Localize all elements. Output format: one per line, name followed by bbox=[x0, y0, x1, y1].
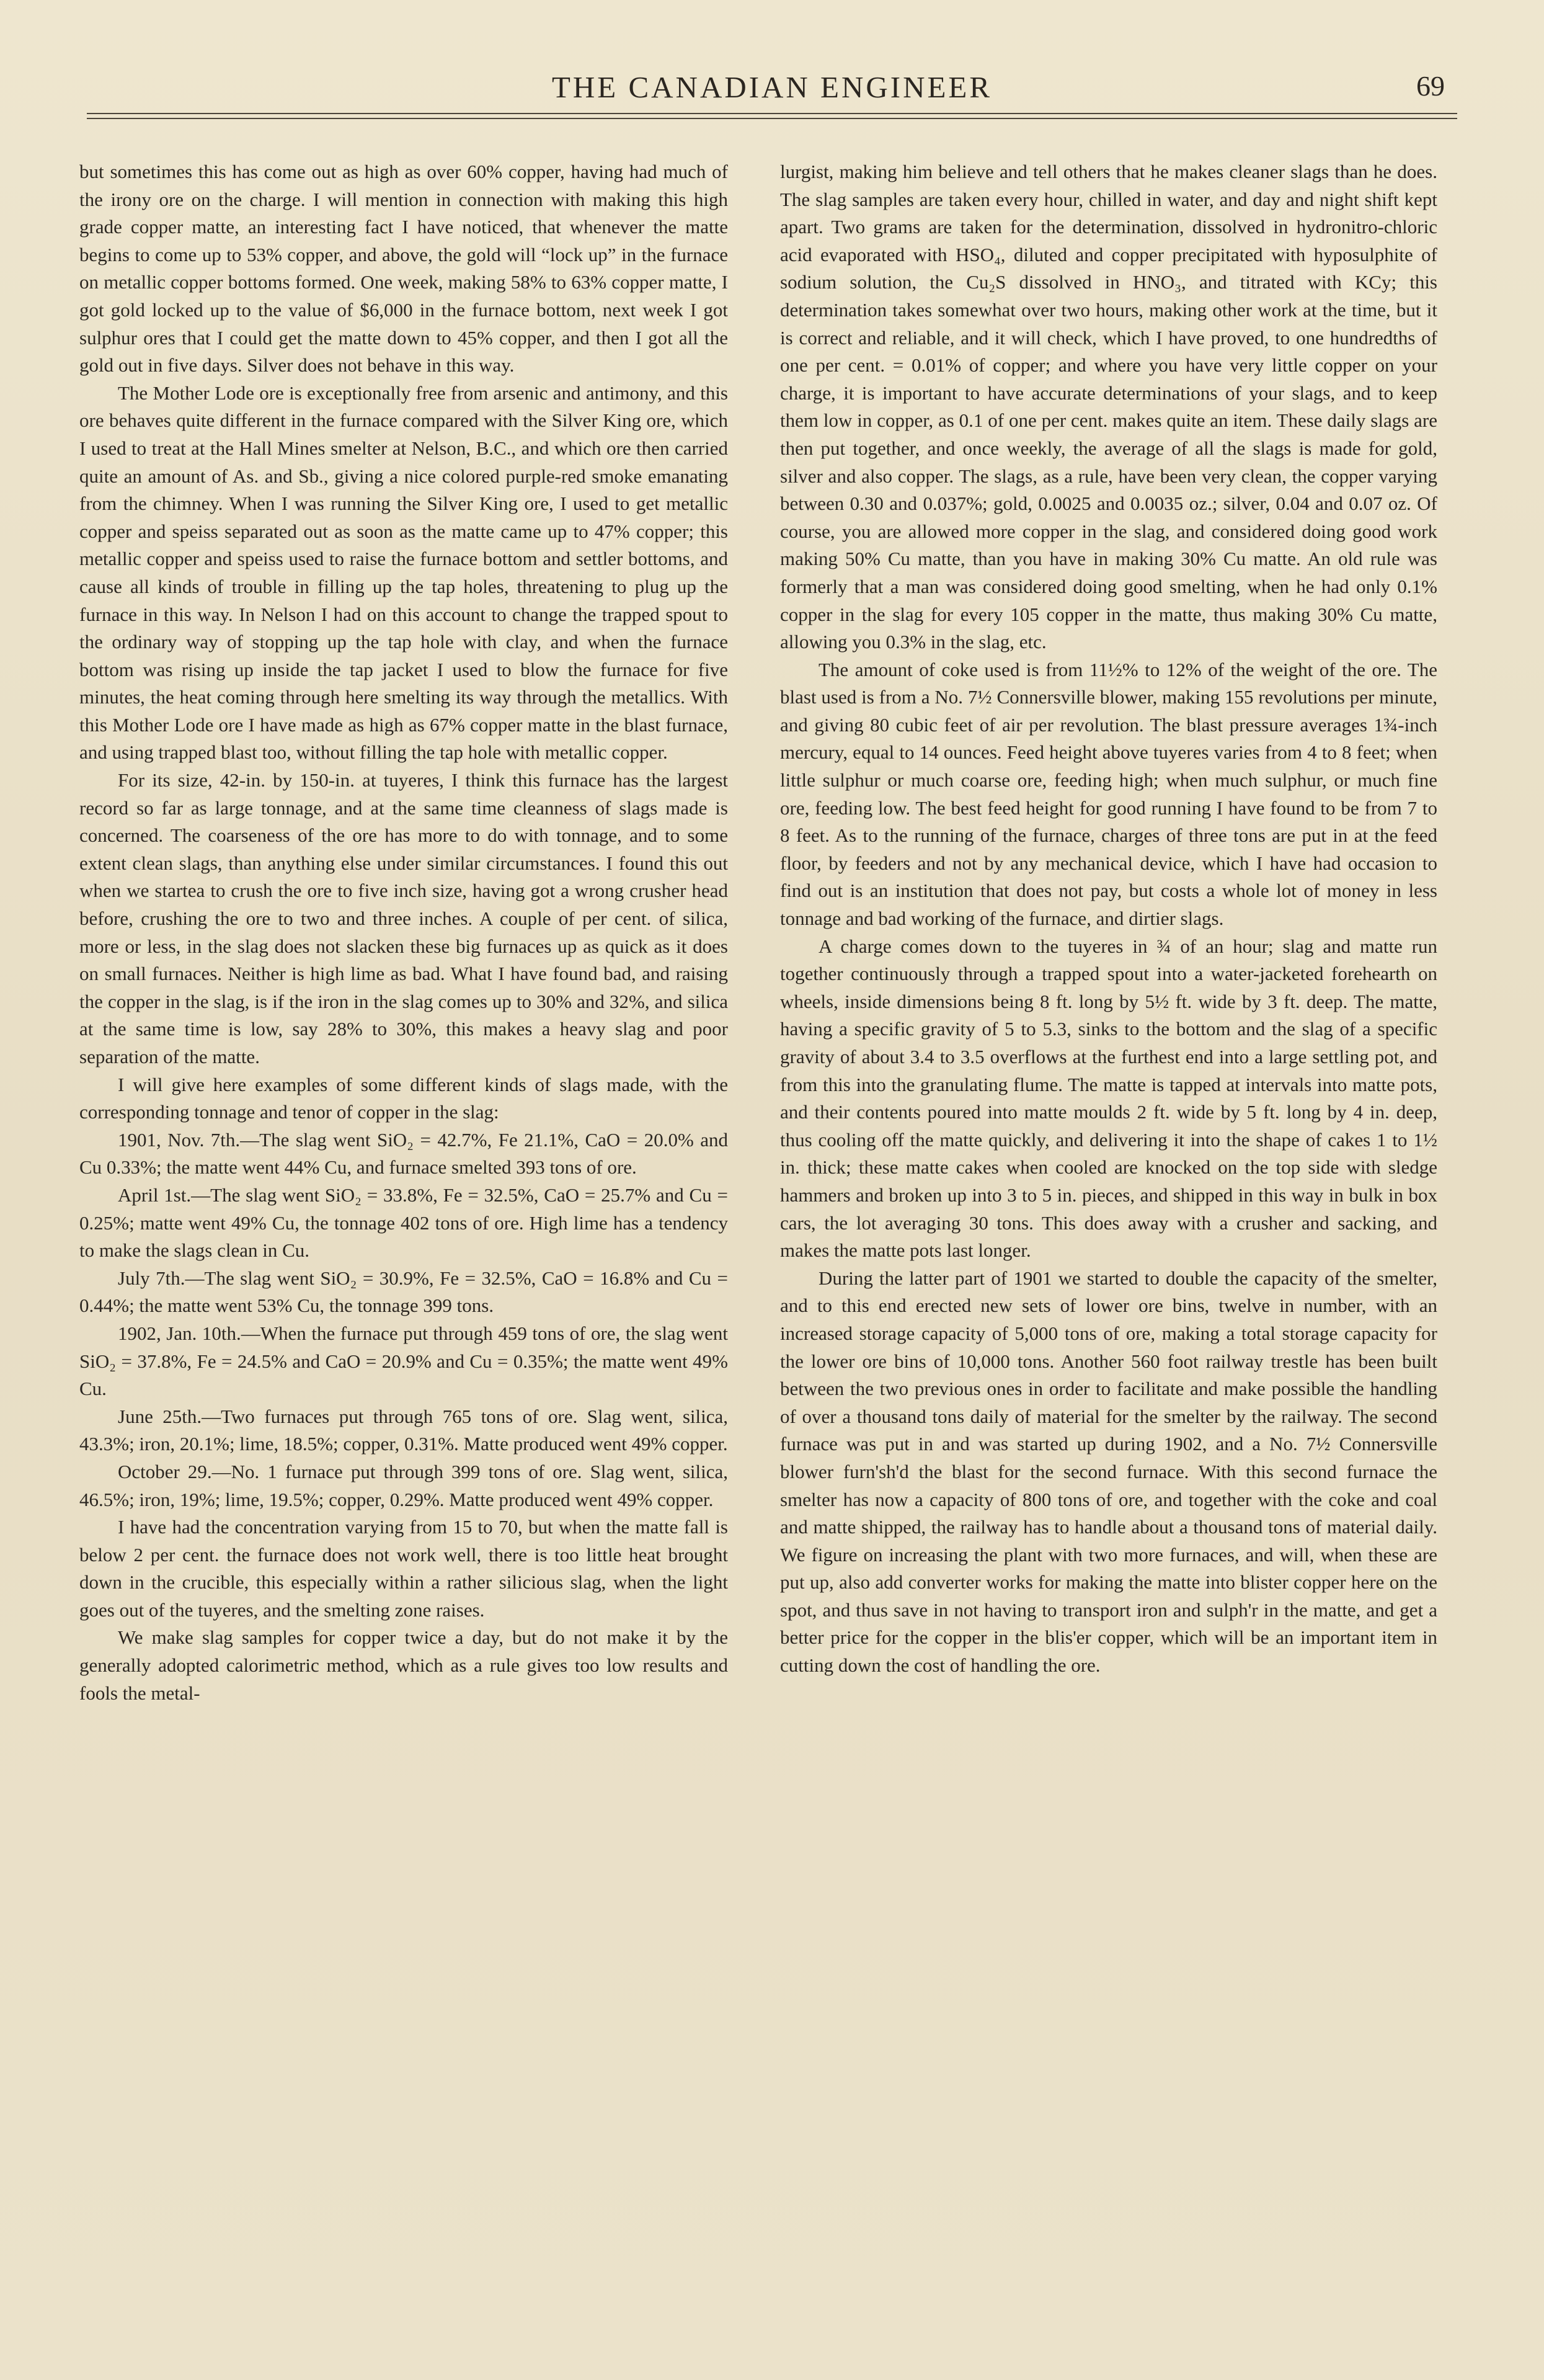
paragraph: I have had the concentration varying from 15 to 70, but when the matte fall is below 2 per cent. the furnace does not work well, there is too little heat brought down in the crucible, this especially within a rather silicious slag, when the light goes out of the tuyeres, and the smelting zone raises. bbox=[79, 1516, 728, 1621]
paragraph: 1901, Nov. 7th.—The slag went SiO₂ = 42.7%, Fe 21.1%, CaO = 20.0% and Cu 0.33%; the matte went 44% Cu, and furnace smelted 393 tons of ore. bbox=[79, 1128, 728, 1179]
paragraph: The Mother Lode ore is exceptionally free from arsenic and antimony, and this ore behaves quite different in the furnace compared with the Silver King ore, which I used to treat at the Hall Mines smelter at Nelson, B.C., and which ore then carried quite an amount of As. and Sb., giving a nice colored purple-red smoke emanating from the chimney. When I was running the Silver King ore, I used to get metallic copper and speiss separated out as soon as the matte came up to 47% copper; this metallic copper and speiss used to raise the furnace bottom and settler bottoms, and cause all kinds of trouble in filling up the tap holes, threatening to plug up the furnace in this way. In Nelson I had on this account to change the trapped spout to the ordinary way of stopping up the tap hole with clay, and when the furnace bottom was rising up inside the tap jacket I used to blow the furnace for five minutes, the heat coming through here smelting its way through the metallics. With this Mother Lode ore I have made as high as 67% copper matte in the blast furnace, and using trapped blast too, without filling the tap hole with metallic copper. bbox=[79, 381, 728, 764]
paragraph: For its size, 42-in. by 150-in. at tuyeres, I think this furnace has the largest record so far as large tonnage, and at the same time cleanness of slags made is concerned. The coarseness of the ore has more to do with tonnage, and to some extent clean slags, than anything else under similar circumstances. I found this out when we startea to crush the ore to five inch size, having got a wrong crusher head before, crushing the ore to two and three inches. A couple of per cent. of silica, more or less, in the slag does not slacken these big furnaces up as quick as it does on small furnaces. Neither is high lime as bad. What I have found bad, and raising the copper in the slag, is if the iron in the slag comes up to 30% and 32%, and silica at the same time is low, say 28% to 30%, this makes a heavy slag and poor separation of the matte. bbox=[79, 769, 728, 1067]
paragraph: During the latter part of 1901 we started to double the capacity of the smelter, and to this end erected new sets of lower ore bins, twelve in number, with an increased storage capacity of 5,000 tons of ore, making a total storage capacity for the lower ore bins of 10,000 tons. Another 560 foot railway trestle has been built between the two previous ones in order to facilitate and make possible the handling of over a thousand tons daily of material for the smelter by the railway. The second furnace was put in and was started up during 1902, and a No. 7½ Connersville blower furn'sh'd the blast for the second furnace. With this second furnace the smelter has now a capacity of 800 tons of ore, and together with the coke and coal and matte shipped, the railway has to handle about a thousand tons of material daily. We figure on increasing the plant with two more furnaces, and will, when these are put up, also add converter works for making the matte into blister copper here on the spot, and thus save in not having to transport iron and sulph'r in the matte, and get a better price for the copper in the blis'er copper, which will be an important item in cutting down the cost of handling the ore. bbox=[780, 1267, 1437, 1677]
paragraph: October 29.—No. 1 furnace put through 399 tons of ore. Slag went, silica, 46.5%; iron, 19%; lime, 19.5%; copper, 0.29%. Matte produced went 49% copper. bbox=[79, 1460, 728, 1510]
running-header bbox=[87, 69, 1457, 113]
paragraph: The amount of coke used is from 11½% to 12% of the weight of the ore. The blast used is from a No. 7½ Connersville blower, making 155 revolutions per minute, and giving 80 cubic feet of air per revolution. The blast pressure averages 1¾-inch mercury, equal to 14 ounces. Feed height above tuyeres varies from 4 to 8 feet; when little sulphur or much coarse ore, feeding high; when much sulphur, or much fine ore, feeding low. The best feed height for good running I have found to be from 7 to 8 feet. As to the running of the furnace, charges of three tons are put in at the feed floor, by feeders and not by any mechanical device, which I have had occasion to find out is an institution that does not pay, but costs a whole lot of money in less tonnage and bad working of the furnace, and dirtier slags. bbox=[780, 658, 1437, 930]
paragraph: April 1st.—The slag went SiO₂ = 33.8%, Fe = 32.5%, CaO = 25.7% and Cu = 0.25%; matte went 49% Cu, the tonnage 402 tons of ore. High lime has a tendency to make the slags clean in Cu. bbox=[79, 1183, 728, 1262]
paragraph: lurgist, making him believe and tell others that he makes cleaner slags than he does. The slag samples are taken every hour, chilled in water, and day and night shift kept apart. Two grams are taken for the determination, dissolved in hydronitro-chloric acid evaporated with HSO₄, diluted and copper precipitated with hyposulphite of sodium solution, the Cu₂S dissolved in HNO₃, and titrated with KCy; this determination takes somewhat over two hours, making other work at the time, but it is correct and reliable, and it will check, which I have proved, to one hundredths of one per cent. = 0.01% of copper; and where you have very little copper on your charge, it is important to have accurate determinations of your slags, and to keep them low in copper, as 0.1 of one per cent. makes quite an item. These daily slags are then put together, and once weekly, the average of all the slags is made for gold, silver and also copper. The slags, as a rule, have been very clean, the copper varying between 0.30 and 0.037%; gold, 0.0025 and 0.0035 oz.; silver, 0.04 and 0.07 oz. Of course, you are allowed more copper in the slag, and considered doing good work making 50% Cu matte, than you have in making 30% Cu matte. An old rule was formerly that a man was considered doing good smelting, when he had only 0.1% copper in the slag for every 105 copper in the matte, thus making 30% Cu matte, allowing you 0.3% in the slag, etc. bbox=[780, 161, 1437, 653]
left-column bbox=[79, 158, 728, 1707]
paragraph: We make slag samples for copper twice a day, but do not make it by the generally adopted calorimetric method, which as a rule gives too low results and fools the metal- bbox=[79, 1626, 728, 1704]
paragraph: A charge comes down to the tuyeres in ¾ of an hour; slag and matte run together continuously through a trapped spout into a water-jacketed forehearth on wheels, inside dimensions being 8 ft. long by 5½ ft. wide by 3 ft. deep. The matte, having a specific gravity of 5 to 5.3, sinks to the bottom and the slag of a specific gravity of about 3.4 to 3.5 overflows at the furthest end into a large settling pot, and from this into the granulating flume. The matte is tapped at intervals into matte pots, and their contents poured into matte moulds 2 ft. wide by 5 ft. long by 4 in. deep, thus cooling off the matte quickly, and delivering it into the shape of cakes 1 to 1½ in. thick; these matte cakes when cooled are knocked on the top side with sledge hammers and broken up into 3 to 5 in. pieces, and shipped in this way in bulk in box cars, the lot averaging 30 tons. This does away with a crusher and sacking, and makes the matte pots last longer. bbox=[780, 935, 1437, 1262]
header-rule-bottom bbox=[87, 118, 1457, 119]
paragraph: June 25th.—Two furnaces put through 765 tons of ore. Slag went, silica, 43.3%; iron, 20.1%; lime, 18.5%; copper, 0.31%. Matte produced went 49% copper. bbox=[79, 1405, 728, 1455]
paragraph: 1902, Jan. 10th.—When the furnace put through 459 tons of ore, the slag went SiO₂ = 37.8%, Fe = 24.5% and CaO = 20.9% and Cu = 0.35%; the matte went 49% Cu. bbox=[79, 1322, 728, 1400]
paragraph: I will give here examples of some different kinds of slags made, with the corresponding tonnage and tenor of copper in the slag: bbox=[79, 1073, 728, 1123]
paragraph: July 7th.—The slag went SiO₂ = 30.9%, Fe = 32.5%, CaO = 16.8% and Cu = 0.44%; the matte went 53% Cu, the tonnage 399 tons. bbox=[79, 1267, 728, 1317]
paragraph: but sometimes this has come out as high as over 60% copper, having had much of the irony ore on the charge. I will mention in connection with making this high grade copper matte, an interesting fact I have noticed, that whenever the matte begins to come up to 53% copper, and above, the gold will “lock up” in the furnace on metallic copper bottoms formed. One week, making 58% to 63% copper matte, I got gold locked up to the value of $6,000 in the furnace bottom, next week I got sulphur ores that I could get the matte down to 45% copper, and then I got all the gold out in five days. Silver does not behave in this way. bbox=[79, 161, 728, 377]
header-rule-top bbox=[87, 113, 1457, 114]
publication-title: THE CANADIAN ENGINEER bbox=[551, 70, 993, 104]
page-number: 69 bbox=[1416, 70, 1445, 102]
right-column bbox=[780, 158, 1437, 1680]
